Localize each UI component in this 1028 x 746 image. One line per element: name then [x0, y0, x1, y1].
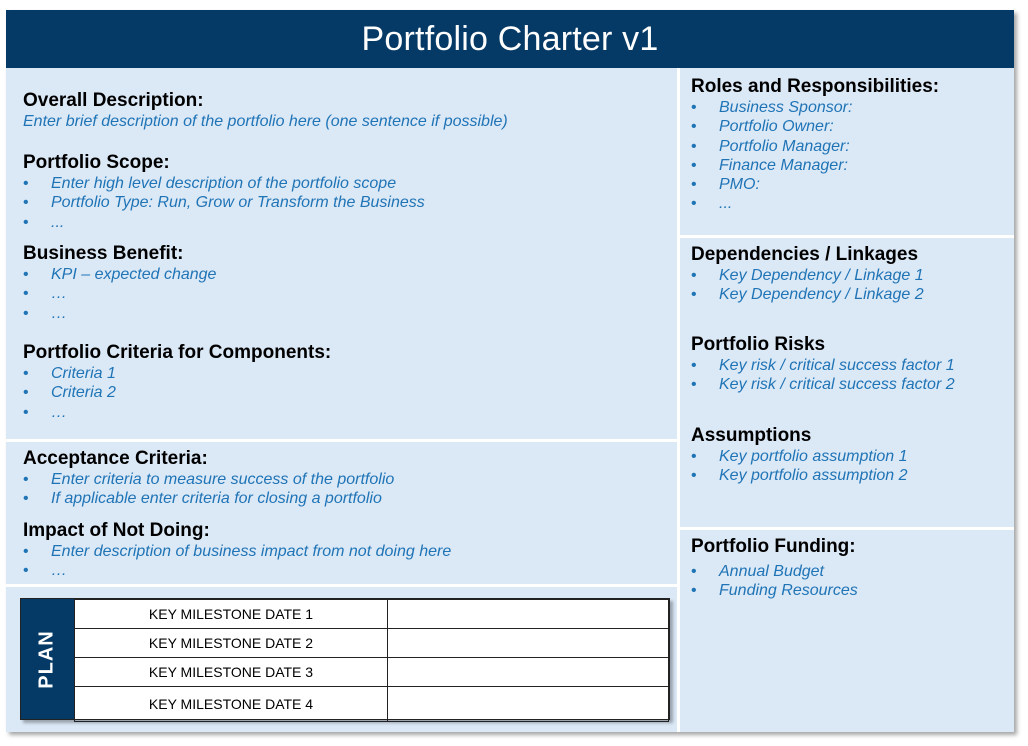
list-item-text: Key Dependency / Linkage 1 — [719, 267, 924, 284]
list-item — [691, 266, 924, 285]
bullet-icon: • — [691, 563, 697, 580]
page-title: Portfolio Charter v1 — [6, 10, 1014, 68]
list-item-text: … — [51, 285, 67, 303]
roles-section — [691, 76, 939, 214]
bullet-icon: • — [691, 267, 697, 284]
list-item — [691, 117, 939, 136]
list-item-text: Funding Resources — [719, 582, 858, 600]
impact-not-doing-section — [23, 520, 451, 581]
list-item — [23, 542, 451, 561]
list-item-text: KPI – expected change — [51, 266, 217, 283]
bullet-icon: • — [23, 213, 29, 231]
bullet-icon: • — [23, 304, 29, 322]
bullet-icon: • — [691, 195, 697, 213]
list-item-text: Portfolio Type: Run, Grow or Transform the Business — [51, 194, 425, 212]
list-item-text: Business Sponsor: — [719, 99, 853, 116]
overall-description-section — [23, 90, 508, 132]
bullet-icon: • — [23, 175, 29, 192]
list-item — [691, 447, 908, 466]
bullet-icon: • — [23, 384, 29, 402]
bullet-icon: • — [691, 118, 697, 136]
bullet-icon: • — [691, 467, 697, 485]
list-item-text: Key portfolio assumption 1 — [719, 448, 908, 465]
list-item-text: If applicable enter criteria for closing a portfolio — [51, 490, 382, 508]
section-heading: Portfolio Scope: — [23, 152, 170, 173]
list-item — [691, 285, 924, 304]
list-item — [691, 466, 908, 485]
milestone-date-cell[interactable] — [388, 658, 669, 687]
section-heading: Portfolio Criteria for Components: — [23, 342, 332, 363]
bullet-icon: • — [691, 137, 697, 155]
list-item-text: Key risk / critical success factor 1 — [719, 357, 955, 374]
plan-label-text: PLAN — [36, 629, 59, 689]
milestone-name: KEY MILESTONE DATE 3 — [75, 658, 388, 687]
list-item — [23, 304, 216, 323]
list-item-text: Portfolio Owner: — [719, 118, 834, 136]
bullet-icon: • — [23, 365, 29, 382]
list-item — [691, 581, 858, 600]
list-item — [691, 194, 939, 213]
section-heading: Dependencies / Linkages — [691, 244, 919, 265]
list-item — [691, 375, 955, 394]
section-heading: Overall Description: — [23, 90, 204, 111]
bullet-icon: • — [691, 176, 697, 194]
section-text: Enter brief description of the portfolio here (one sentence if possible) — [23, 113, 508, 130]
list-item — [23, 489, 394, 508]
list-item — [691, 175, 939, 194]
assumptions-section — [691, 425, 908, 486]
list-item-text: Key portfolio assumption 2 — [719, 467, 908, 485]
bullet-icon: • — [23, 266, 29, 283]
plan-milestones — [20, 598, 670, 720]
list-item — [23, 265, 216, 284]
portfolio-scope-section — [23, 152, 425, 232]
milestone-name: KEY MILESTONE DATE 4 — [75, 687, 388, 722]
list-item-text: ... — [719, 195, 733, 213]
list-item — [23, 364, 331, 383]
charter-slide — [6, 10, 1014, 732]
funding-section — [691, 536, 858, 601]
list-item — [23, 561, 451, 580]
bullet-icon: • — [23, 562, 29, 580]
list-item — [23, 470, 394, 489]
dependencies-section — [691, 244, 924, 305]
milestone-date-cell[interactable] — [388, 629, 669, 658]
bullet-icon: • — [691, 448, 697, 465]
bullet-icon: • — [691, 357, 697, 374]
list-item-text: Portfolio Manager: — [719, 137, 850, 155]
table-row — [75, 600, 669, 629]
list-item-text: PMO: — [719, 176, 760, 194]
section-heading: Acceptance Criteria: — [23, 448, 208, 469]
list-item-text: Annual Budget — [719, 563, 824, 580]
bullet-icon: • — [23, 403, 29, 421]
list-item-text: Enter description of business impact from not doing here — [51, 543, 452, 560]
list-item-text: Key Dependency / Linkage 2 — [719, 286, 924, 304]
bullet-icon: • — [691, 286, 697, 304]
milestone-name: KEY MILESTONE DATE 2 — [75, 629, 388, 658]
bullet-icon: • — [691, 99, 697, 116]
bullet-icon: • — [23, 194, 29, 212]
bullet-icon: • — [691, 376, 697, 394]
acceptance-criteria-section — [23, 448, 394, 509]
list-item-text: Key risk / critical success factor 2 — [719, 376, 955, 394]
bullet-icon: • — [691, 582, 697, 600]
bullet-icon: • — [23, 285, 29, 303]
list-item — [691, 562, 858, 581]
section-heading: Roles and Responsibilities: — [691, 76, 940, 97]
list-item-text: Criteria 2 — [51, 384, 116, 402]
list-item — [691, 156, 939, 175]
table-row — [75, 658, 669, 687]
bullet-icon: • — [23, 543, 29, 560]
list-item — [691, 356, 955, 375]
milestone-date-cell[interactable] — [388, 687, 669, 722]
list-item — [691, 98, 939, 117]
table-row — [75, 629, 669, 658]
section-heading: Impact of Not Doing: — [23, 520, 210, 541]
list-item — [23, 403, 331, 422]
table-row — [75, 687, 669, 722]
criteria-components-section — [23, 342, 331, 422]
list-item — [23, 284, 216, 303]
section-heading: Business Benefit: — [23, 243, 184, 264]
list-item-text: … — [51, 304, 67, 322]
section-heading: Assumptions — [691, 425, 812, 446]
risks-section — [691, 334, 955, 395]
business-benefit-section — [23, 243, 216, 323]
list-item-text: Criteria 1 — [51, 365, 116, 382]
list-item — [691, 137, 939, 156]
list-item-text: … — [51, 403, 67, 421]
list-item — [23, 174, 425, 193]
bullet-icon: • — [23, 471, 29, 488]
list-item — [23, 383, 331, 402]
list-item — [23, 193, 425, 212]
milestone-table — [74, 599, 669, 722]
milestone-date-cell[interactable] — [388, 600, 669, 629]
list-item-text: Enter high level description of the portfolio scope — [51, 175, 397, 192]
bullet-icon: • — [23, 490, 29, 508]
list-item-text: … — [51, 562, 67, 580]
bullet-icon: • — [691, 156, 697, 174]
section-heading: Portfolio Risks — [691, 334, 826, 355]
milestone-name: KEY MILESTONE DATE 1 — [75, 600, 388, 629]
list-item-text: Finance Manager: — [719, 156, 848, 174]
plan-label — [21, 599, 74, 719]
section-heading: Portfolio Funding: — [691, 536, 856, 557]
list-item-text: ... — [51, 213, 65, 231]
list-item-text: Enter criteria to measure success of the portfolio — [51, 471, 395, 488]
list-item — [23, 213, 425, 232]
